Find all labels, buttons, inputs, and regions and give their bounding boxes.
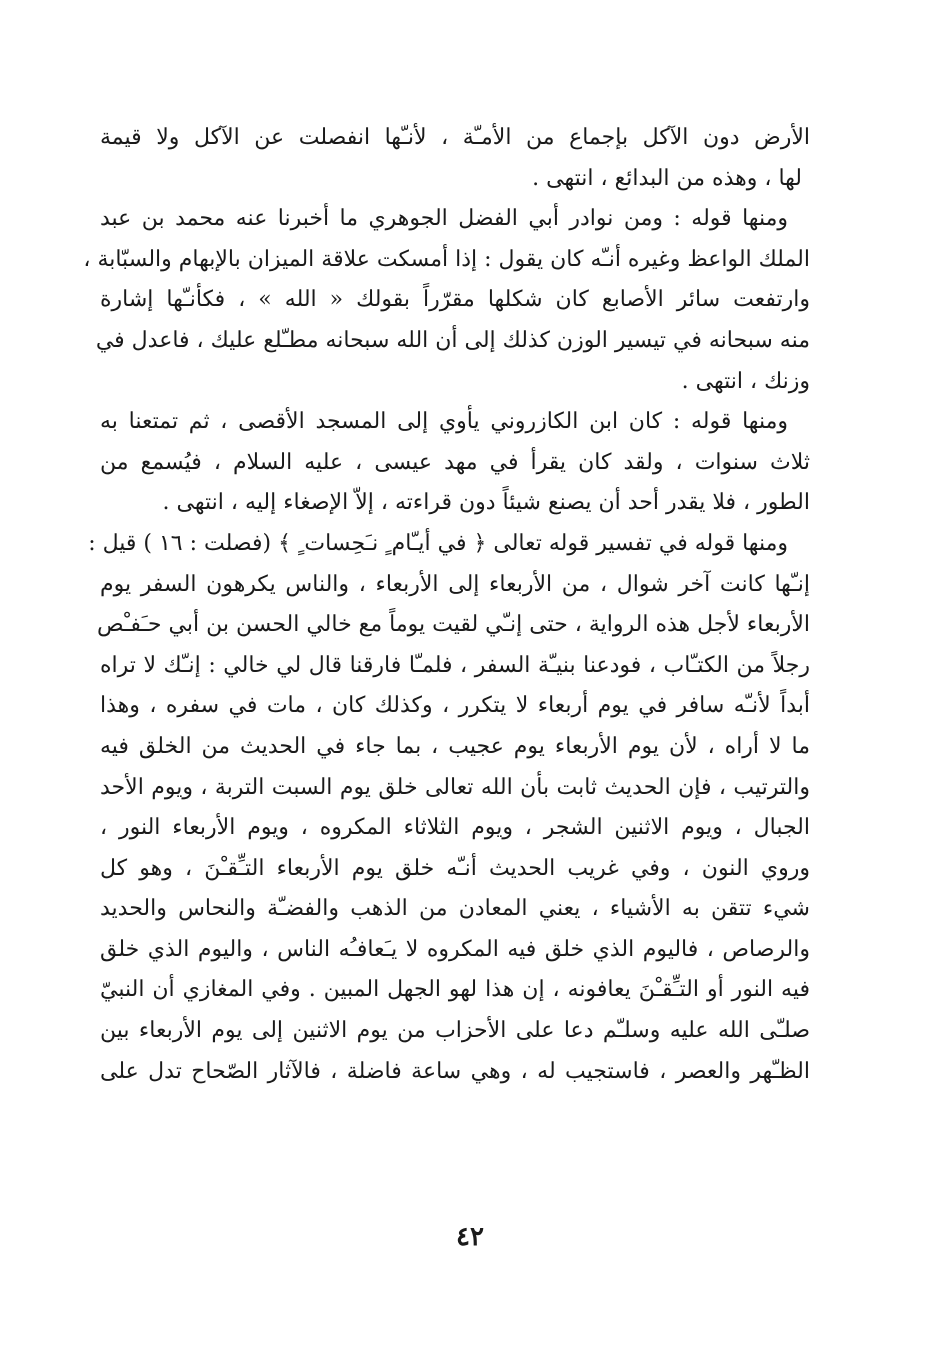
text-line: الجبال ، ويوم الاثنين الشجر ، ويوم الثلاثاء المكروه ، ويوم الأربعاء النور ،	[100, 815, 810, 841]
text-line: ثلاث سنوات ، ولقد كان يقرأ في مهد عيسى ، عليه السلام ، فيُسمع من	[100, 449, 810, 475]
text-line: ومنها قوله : ومن نوادر أبي الفضل الجوهري ما أخبرنا عنه محمد بن عبد	[100, 206, 788, 232]
text-line: وروي النون ، وفي غريب الحديث أنـّه خلق يوم الأربعاء التـِّقـْنَ ، وهو كل	[100, 855, 810, 881]
text-line: أبداً لأنـّه سافر في يوم أربعاء لا يتكرر ، وكذلك كان ، مات في سفره ، وهذا	[100, 693, 810, 719]
text-line: ما لا أراه ، لأن يوم الأربعاء يوم عجيب ، بما جاء في الحديث من الخلق فيه	[100, 733, 810, 759]
text-line: الملك الواعظ وغيره أنـّه كان يقول : إذا أمسكت علاقة الميزان بالإبهام والسبّابة ،	[83, 246, 810, 272]
paragraph	[100, 118, 810, 199]
text-line: صلـّى الله عليه وسلـّم دعا على الأحزاب من يوم الاثنين إلى يوم الأربعاء بين	[100, 1018, 810, 1044]
text-line: منه سبحانه في تيسير الوزن كذلك إلى أن الله سبحانه مطـّلع عليك ، فاعدل في	[95, 327, 810, 353]
text-line: والترتيب ، فإن الحديث ثابت بأن الله تعالى خلق يوم السبت التربة ، ويوم الأحد	[100, 774, 810, 800]
text-line: الظـّهر والعصر ، فاستجيب له ، وهي ساعة فاضلة ، فالآثار الصّحاح تدل على	[100, 1058, 810, 1084]
text-line: الأربعاء لأجل هذه الرواية ، حتى إنـّي لقيت يوماً مع خالي الحسن بن أبي حـَفـْص	[96, 612, 810, 638]
paragraph	[88, 524, 810, 1092]
text-line: الطور ، فلا يقدر أحد أن يصنع شيئاً دون قراءته ، إلاّ الإصغاء إليه ، انتهى .	[162, 490, 810, 516]
text-line: شيء تتقن به الأشياء ، يعني المعادن من الذهب والفضـّة والنحاس والحديد	[100, 896, 810, 922]
text-line: وزنك ، انتهى .	[681, 368, 810, 394]
text-line: رجلاً من الكتـّاب ، فودعنا بنيـّة السفر ، فلمـّا فارقنا قال لي خالي : إنـّك لا تراه	[100, 652, 810, 678]
text-line: الأرض دون الآكل بإجماع من الأمـّة ، لأنـّها انفصلت عن الآكل ولا قيمة	[100, 125, 810, 150]
page-number: ٤٢	[456, 1222, 484, 1252]
text-line: والرصاص ، فاليوم الذي خلق فيه المكروه لا يـَعافـُه الناس ، واليوم الذي خلق	[100, 936, 810, 962]
text-line: لها ، وهذه من البدائع ، انتهى .	[532, 165, 802, 191]
text-line: فيه النور أو التـِّقـْنَ يعافونه ، إن هذا لهو الجهل المبين . وفي المغازي أن النبيّ	[100, 977, 810, 1003]
page-body	[83, 118, 810, 1092]
paragraph	[83, 199, 810, 402]
text-line: إنـّها كانت آخر شوال ، من الأربعاء إلى الأربعاء ، والناس يكرهون السفر يوم	[100, 571, 810, 597]
text-line: ومنها قوله : كان ابن الكازروني يأوي إلى المسجد الأقصى ، ثم تمتعنا به	[100, 409, 788, 435]
text-line: ومنها قوله في تفسير قوله تعالى ﴿ في أيـّام ٍ نـَحِسات ٍ ﴾ (فصلت : ١٦ ) قيل :	[88, 530, 788, 556]
text-line: وارتفعت سائر الأصابع كان شكلها مقرّراً بقولك « الله » ، فكأنـّها إشارة	[100, 287, 810, 313]
paragraph	[100, 402, 810, 524]
